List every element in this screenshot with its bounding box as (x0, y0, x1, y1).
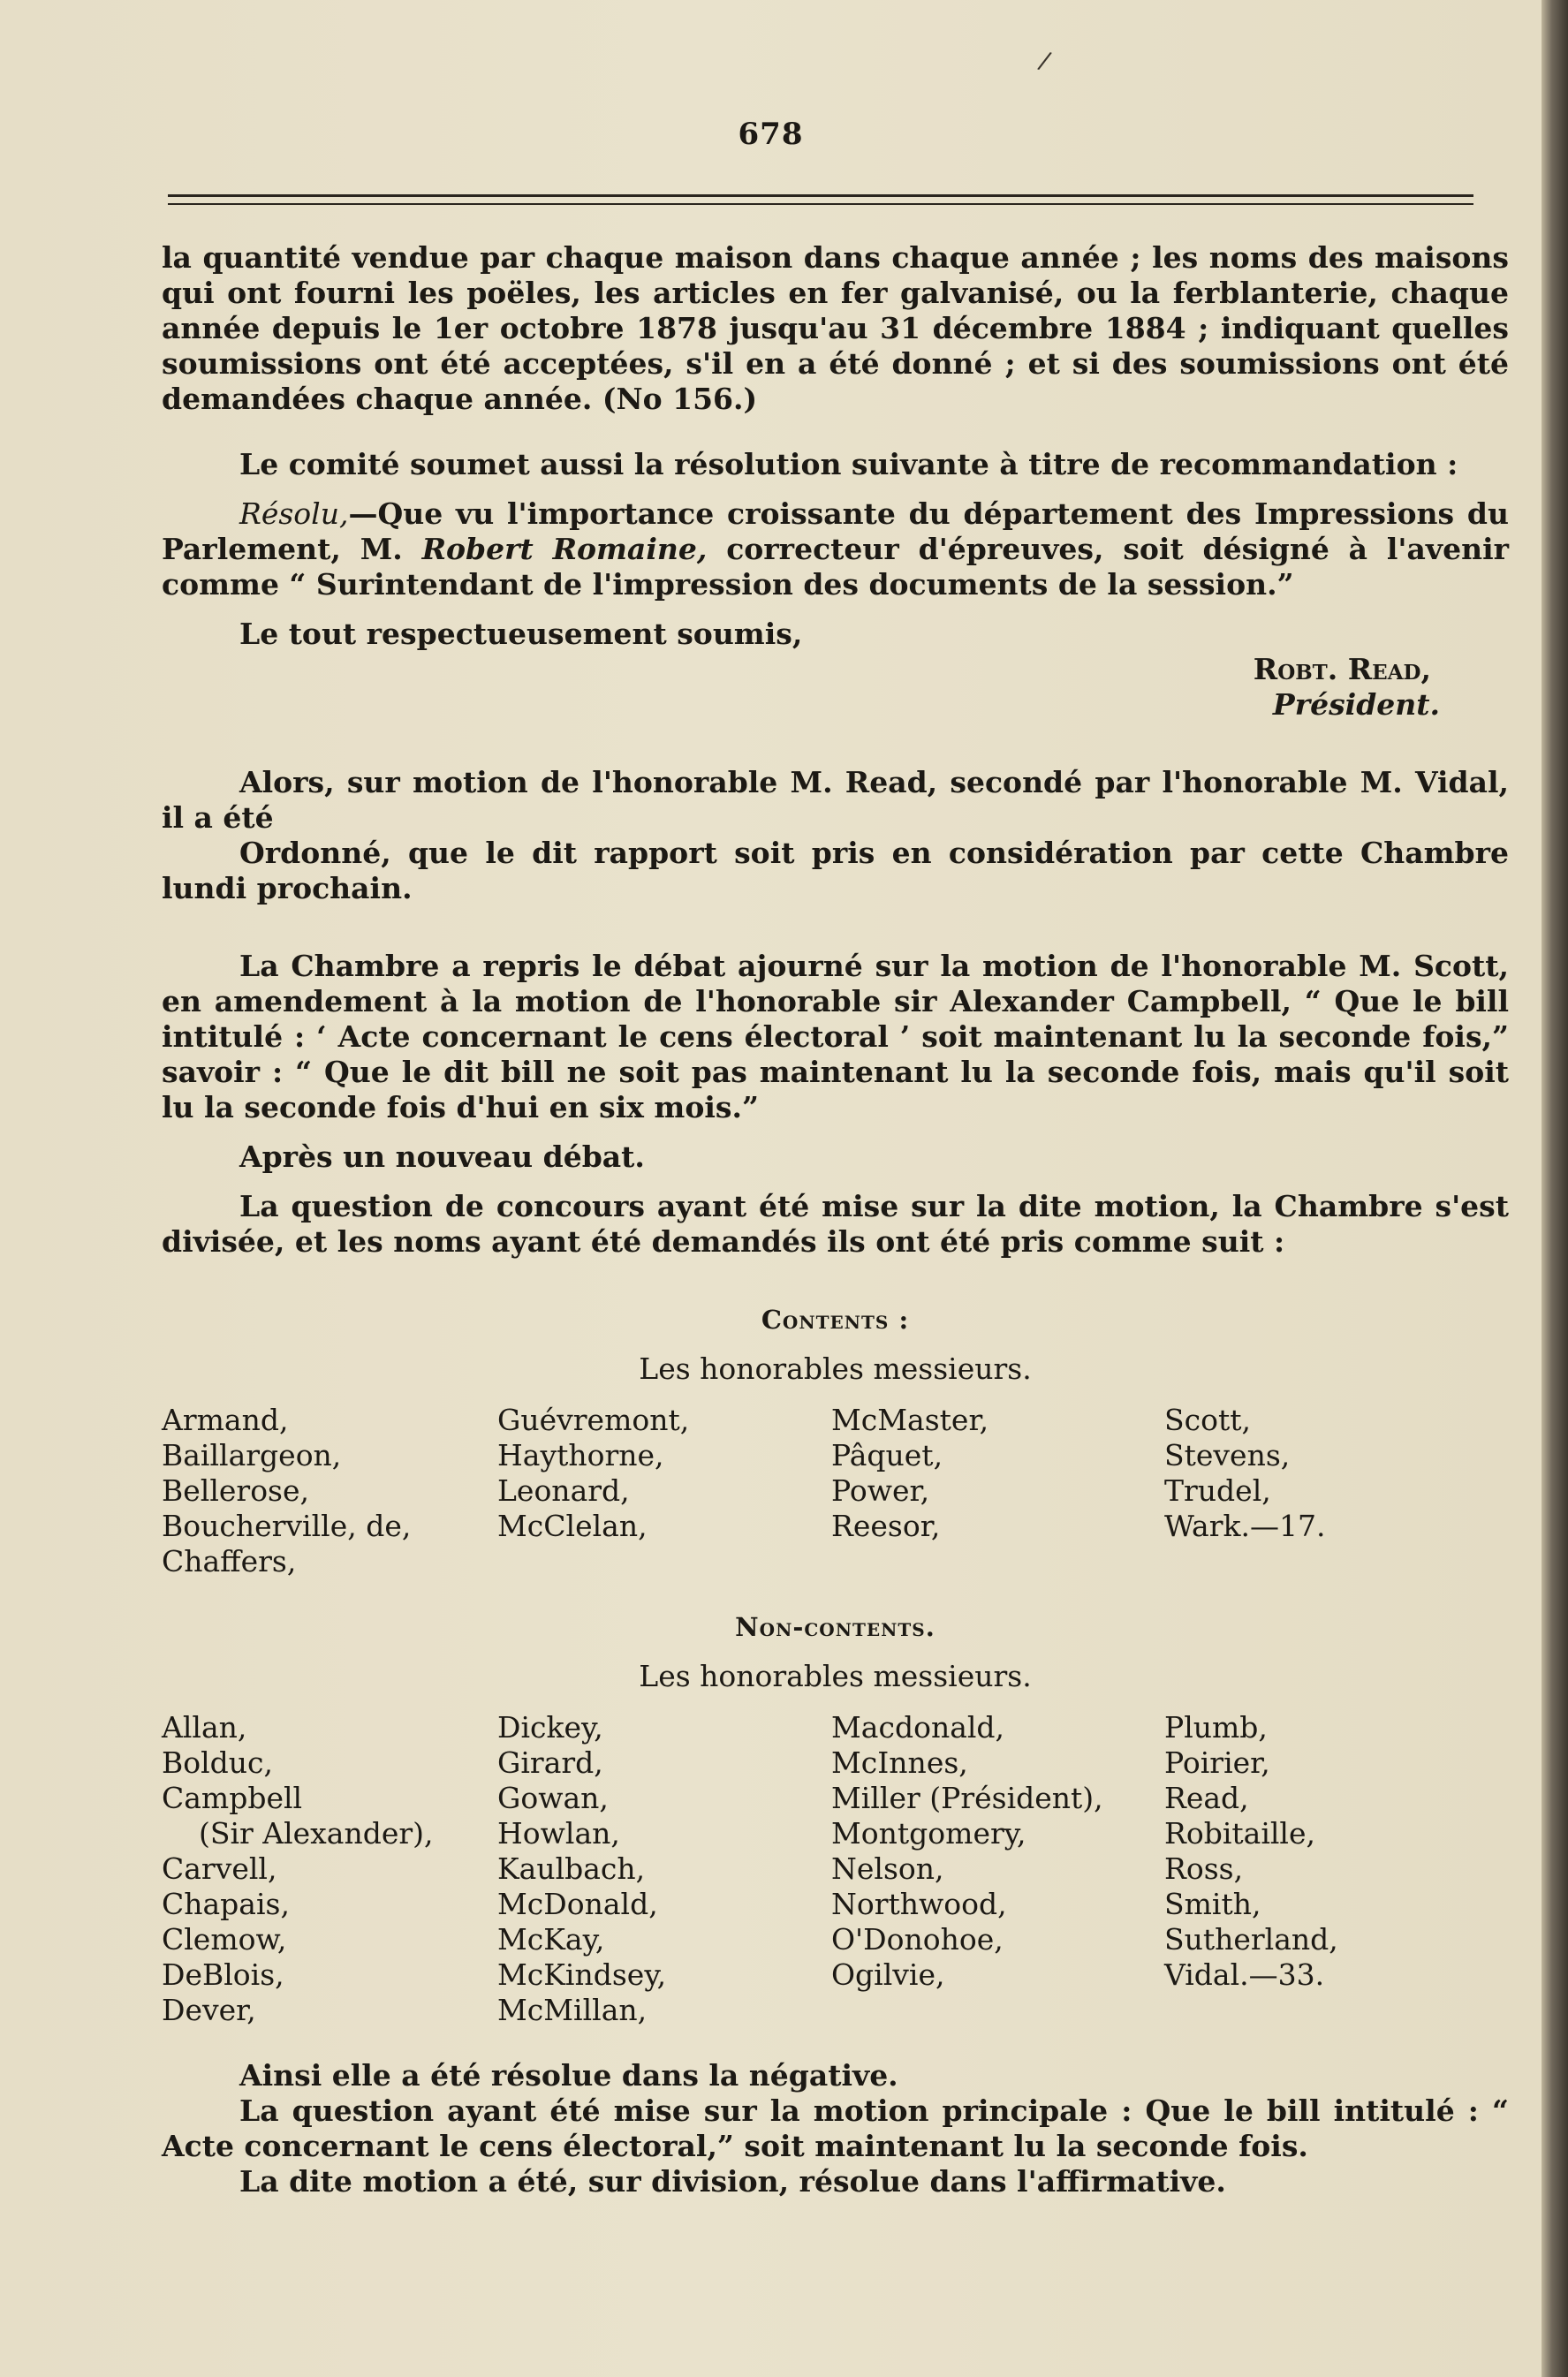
resolution-lead: Résolu, (239, 496, 349, 531)
name-entry: Macdonald, (831, 1710, 1005, 1745)
name-entry: Guévremont, (497, 1403, 690, 1437)
name-entry: Reesor, (831, 1509, 941, 1543)
name-entry: Carvell, (162, 1851, 277, 1886)
name-entry: Dickey, (497, 1710, 603, 1745)
page-body (162, 240, 1509, 2199)
name-entry: McKindsey, (497, 1957, 667, 1992)
page-edge-shadow (1541, 0, 1568, 2377)
name-entry: Scott, (1164, 1403, 1251, 1437)
name-entry: Armand, (162, 1403, 289, 1437)
name-entry: Leonard, (497, 1473, 630, 1508)
name-entry: O'Donohoe, (831, 1922, 1004, 1957)
header-rule-thin (168, 203, 1473, 205)
name-entry: Gowan, (497, 1781, 609, 1815)
name-entry: Campbell (162, 1781, 303, 1815)
signature-title: Président. (1272, 687, 1440, 722)
name-entry: Allan, (162, 1710, 247, 1745)
non-contents-subheading: Les honorables messieurs. (639, 1659, 1032, 1693)
name-entry: DeBlois, (162, 1957, 284, 1992)
non-contents-column-4 (1164, 1710, 1500, 2028)
name-entry: Montgomery, (831, 1816, 1026, 1851)
paragraph-motion: Alors, sur motion de l'honorable M. Read, secondé par l'honorable M. Vidal, il a été (162, 765, 1509, 835)
non-contents-column-3 (831, 1710, 1164, 2028)
resolution-text-b: correcteur d'épreuves, soit désigné à l'avenir comme “ Surintendant de l'impression des documents de la session.” (162, 532, 1510, 602)
name-entry: Dever, (162, 1993, 256, 2027)
signature-name: Robt. Read, (1253, 652, 1431, 686)
non-contents-column-2 (497, 1710, 831, 2028)
pencil-mark: / (1035, 45, 1054, 76)
paragraph-debate-resumed: La Chambre a repris le débat ajourné sur la motion de l'honorable M. Scott, en amendement à la motion de l'honorable sir Alexander Campbell, “ Que le bill intitulé : ‘ Acte concernant le cens électoral ’ soit maintenant lu la seconde fois,” savoir : “ Que le dit bill ne soit pas maintenant lu la seconde fois, mais qu'il soit lu la seconde fois d'hui en six mois.” (162, 949, 1509, 1124)
paragraph-respectfully-submitted: Le tout respectueusement soumis, (239, 617, 803, 651)
name-entry: Sutherland, (1164, 1922, 1338, 1957)
contents-column-4 (1164, 1403, 1500, 1579)
paragraph-committee-recommendation: Le comité soumet aussi la résolution suivante à titre de recommandation : (239, 447, 1458, 481)
name-entry: Read, (1164, 1781, 1249, 1815)
non-contents-names-table (162, 1710, 1509, 2028)
contents-column-1 (162, 1403, 497, 1579)
paragraph-resolution (162, 496, 1509, 602)
name-entry: McInnes, (831, 1745, 968, 1780)
name-entry: Miller (Président), (831, 1781, 1103, 1815)
contents-names-table (162, 1403, 1509, 1579)
name-entry: Poirier, (1164, 1745, 1270, 1780)
name-entry: Smith, (1164, 1887, 1261, 1921)
non-contents-heading: Non-contents. (735, 1612, 935, 1642)
contents-heading: Contents : (761, 1305, 910, 1335)
name-entry: Clemow, (162, 1922, 287, 1957)
name-entry: McKay, (497, 1922, 605, 1957)
non-contents-column-1 (162, 1710, 497, 2028)
name-entry: Stevens, (1164, 1438, 1291, 1472)
paragraph-question-list: la quantité vendue par chaque maison dans chaque année ; les noms des maisons qui ont fourni les poëles, les articles en fer galvanisé, ou la ferblanterie, chaque année depuis le 1er octobre 1878 jusqu'au 31 décembre 1884 ; indiquant quelles soumissions ont été acceptées, s'il en a été donné ; et si des soumissions ont été demandées chaque année. (No 156.) (162, 240, 1509, 416)
name-entry: Girard, (497, 1745, 603, 1780)
name-entry: Power, (831, 1473, 930, 1508)
contents-column-2 (497, 1403, 831, 1579)
name-entry: Robitaille, (1164, 1816, 1316, 1851)
name-entry: Wark.—17. (1164, 1509, 1326, 1543)
name-entry: Kaulbach, (497, 1851, 646, 1886)
name-entry: Chapais, (162, 1887, 290, 1921)
name-entry: Trudel, (1164, 1473, 1271, 1508)
paragraph-main-motion: La question ayant été mise sur la motion principale : Que le bill intitulé : “ Acte concernant le cens électoral,” soit maintenant lu la seconde fois. (162, 2093, 1509, 2163)
name-entry: Ogilvie, (831, 1957, 945, 1992)
name-entry: McMaster, (831, 1403, 989, 1437)
name-entry: McClelan, (497, 1509, 648, 1543)
name-entry: Haythorne, (497, 1438, 664, 1472)
paragraph-negative-result: Ainsi elle a été résolue dans la négative. (239, 2058, 898, 2093)
name-entry: Ross, (1164, 1851, 1244, 1886)
name-entry: Boucherville, de, (162, 1509, 412, 1543)
name-entry: Baillargeon, (162, 1438, 342, 1472)
contents-subheading: Les honorables messieurs. (639, 1351, 1032, 1386)
name-entry: Northwood, (831, 1887, 1007, 1921)
paragraph-vote-question: La question de concours ayant été mise sur la dite motion, la Chambre s'est divisée, et les noms ayant été demandés ils ont été pris comme suit : (162, 1189, 1509, 1259)
resolution-person-name: Robert Romaine, (421, 532, 708, 566)
name-entry: (Sir Alexander), (162, 1816, 434, 1851)
name-entry: Bellerose, (162, 1473, 310, 1508)
name-entry: Vidal.—33. (1164, 1957, 1325, 1992)
name-entry: Chaffers, (162, 1544, 297, 1578)
name-entry: McMillan, (497, 1993, 648, 2027)
name-entry: Nelson, (831, 1851, 944, 1886)
name-entry: McDonald, (497, 1887, 658, 1921)
paragraph-after-debate: Après un nouveau débat. (239, 1139, 645, 1174)
paragraph-ordered: Ordonné, que le dit rapport soit pris en considération par cette Chambre lundi prochain. (162, 836, 1509, 905)
name-entry: Plumb, (1164, 1710, 1268, 1745)
contents-column-3 (831, 1403, 1164, 1579)
name-entry: Bolduc, (162, 1745, 274, 1780)
page-number: 678 (738, 117, 804, 152)
paragraph-affirmative-result: La dite motion a été, sur division, résolue dans l'affirmative. (239, 2164, 1226, 2199)
resolution-text-a: —Que vu l'importance croissante du département des Impressions du Parlement, M. (162, 496, 1509, 566)
header-rule-thick (168, 194, 1473, 197)
name-entry: Howlan, (497, 1816, 620, 1851)
name-entry: Pâquet, (831, 1438, 943, 1472)
